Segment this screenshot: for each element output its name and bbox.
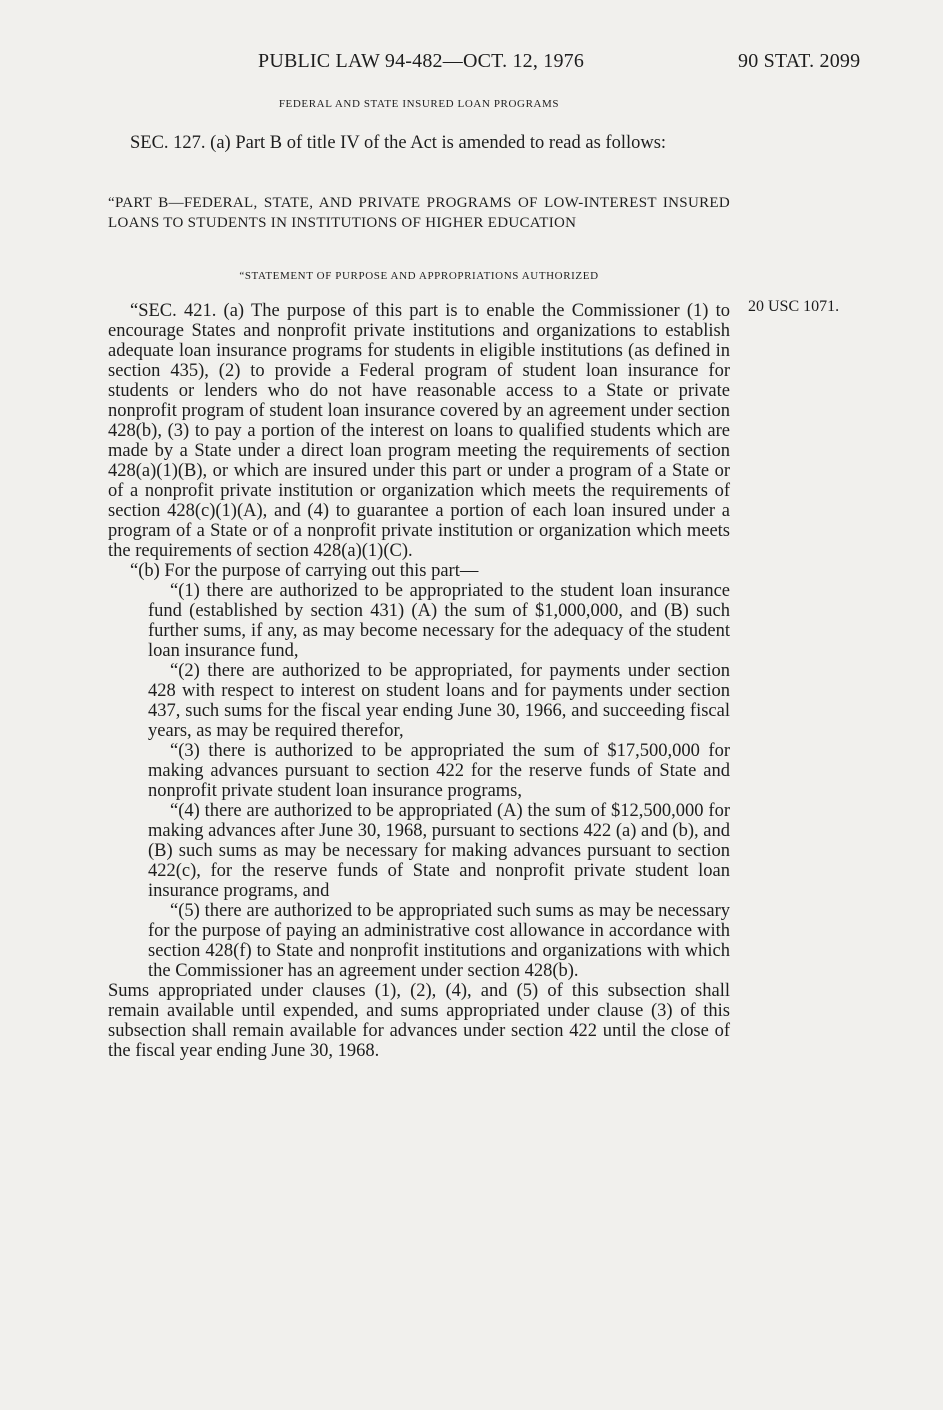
- sec-127-text: SEC. 127. (a) Part B of title IV of the Act is amended to read as follows:: [130, 133, 667, 153]
- clause-3: “(3) there is authorized to be appropriated the sum of $17,500,000 for making advances pursuant to section 422 for the reserve funds of State and nonprofit private student loan insurance programs,: [148, 741, 730, 801]
- clause-1: “(1) there are authorized to be appropriated to the student loan insurance fund (established by section 431) (A) the sum of $1,000,000, and (B) such further sums, if any, as may become necessary for the adequacy of the student loan insurance fund,: [148, 581, 730, 661]
- clause-4: “(4) there are authorized to be appropriated (A) the sum of $12,500,000 for making advances after June 30, 1968, pursuant to sections 422 (a) and (b), and (B) such sums as may be necessary for making advances pursuant to section 422(c), for the reserve funds of State and nonprofit private student loan insurance programs, and: [148, 801, 730, 901]
- closing-paragraph: Sums appropriated under clauses (1), (2), (4), and (5) of this subsection shall remain available until expended, and sums appropriated under clause (3) of this subsection shall remain available for advances under section 422 until the close of the fiscal year ending June 30, 1968.: [108, 981, 730, 1061]
- running-header-title: PUBLIC LAW 94-482—OCT. 12, 1976: [258, 50, 585, 72]
- clause-5: “(5) there are authorized to be appropriated such sums as may be necessary for the purpose of paying an administrative cost allowance in accordance with section 428(f) to State and nonprofit institutions and organizations with which the Commissioner has an agreement under section 428(b).: [148, 901, 730, 981]
- sec-421a-paragraph: “SEC. 421. (a) The purpose of this part is to enable the Commissioner (1) to encourage States and nonprofit private institutions and organizations to establish adequate loan insurance programs for students in eligible institutions (as defined in section 435), (2) to provide a Federal program of student loan insurance for students or lenders who do not have reasonable access to a State or private nonprofit program of student loan insurance covered by an agreement under section 428(b), (3) to pay a portion of the interest on loans to qualified students which are made by a State under a direct loan program meeting the requirements of section 428(a)(1)(B), or which are insured under this part or under a program of a State or of a nonprofit private institution or organization which meets the requirements of section 428(c)(1)(A), and (4) to guarantee a portion of each loan insured under a program of a State or of a nonprofit private institution or organization which meets the requirements of section 428(a)(1)(C).: [108, 301, 730, 561]
- running-header-page: 90 STAT. 2099: [738, 50, 861, 72]
- section-heading: FEDERAL AND STATE INSURED LOAN PROGRAMS: [278, 98, 560, 110]
- sec-421-body: [108, 301, 730, 1061]
- clause-2: “(2) there are authorized to be appropriated, for payments under section 428 with respect to interest on student loans and for payments under section 437, such sums for the fiscal year ending June 30, 1966, and succeeding fiscal years, as may be required therefor,: [148, 661, 730, 741]
- margin-citation: 20 USC 1071.: [748, 298, 840, 315]
- statement-heading: “STATEMENT OF PURPOSE AND APPROPRIATIONS AUTHORIZED: [239, 270, 599, 282]
- sec-421b-intro: “(b) For the purpose of carrying out this part—: [130, 561, 479, 581]
- sec-127-paragraph: [108, 133, 730, 153]
- part-b-title: “PART B—FEDERAL, STATE, AND PRIVATE PROGRAMS OF LOW-INTEREST INSURED LOANS TO STUDENTS IN INSTITUTIONS OF HIGHER EDUCATION: [108, 195, 730, 231]
